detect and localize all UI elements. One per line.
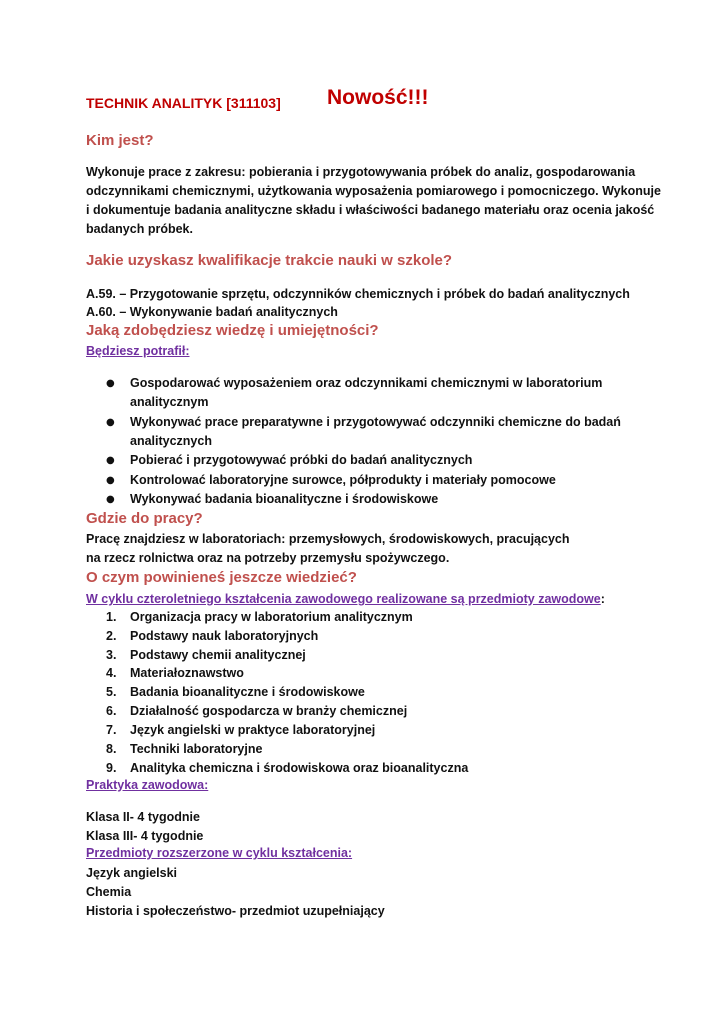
paragraph-line: Pracę znajdziesz w laboratoriach: przemysłowych, środowiskowych, pracujących bbox=[86, 532, 570, 546]
practice-item: Klasa III- 4 tygodnie bbox=[86, 829, 204, 843]
subject-name: Techniki laboratoryjne bbox=[130, 742, 263, 756]
bullet-icon: ● bbox=[106, 475, 115, 486]
subheading-bedziesz-potrafil: Będziesz potrafił: bbox=[86, 344, 190, 358]
subject-name: Analityka chemiczna i środowiskowa oraz bioanalityczna bbox=[130, 761, 469, 775]
subject-name: Podstawy chemii analitycznej bbox=[130, 648, 306, 662]
subject-number: 3. bbox=[106, 648, 117, 662]
document-title: TECHNIK ANALITYK [311103] bbox=[86, 95, 281, 111]
paragraph-line: na rzecz rolnictwa oraz na potrzeby przemysłu spożywczego. bbox=[86, 551, 450, 565]
paragraph-line: odczynnikami chemicznymi, użytkowania wyposażenia pomiarowego i pomocniczego. Wykonuje bbox=[86, 184, 661, 198]
bullet-icon: ● bbox=[106, 494, 115, 505]
section-heading-praca: Gdzie do pracy? bbox=[86, 510, 203, 527]
subject-number: 6. bbox=[106, 704, 117, 718]
bullet-icon: ● bbox=[106, 378, 115, 389]
subheading-przedmioty-zawodowe bbox=[86, 590, 605, 609]
qualification-item: A.59. – Przygotowanie sprzętu, odczynników chemicznych i próbek do badań analitycznych bbox=[86, 287, 630, 301]
subject-number: 2. bbox=[106, 629, 117, 643]
subheading-praktyka: Praktyka zawodowa: bbox=[86, 778, 209, 792]
extended-subject: Język angielski bbox=[86, 866, 178, 880]
skill-item-continuation: analitycznym bbox=[130, 395, 209, 409]
section-heading-wiedziec: O czym powinieneś jeszcze wiedzieć? bbox=[86, 569, 357, 586]
subject-number: 4. bbox=[106, 666, 117, 680]
subject-number: 8. bbox=[106, 742, 117, 756]
skill-item: Wykonywać prace preparatywne i przygotowywać odczynniki chemiczne do badań bbox=[130, 415, 621, 429]
subject-name: Organizacja pracy w laboratorium analitycznym bbox=[130, 610, 413, 624]
new-badge: Nowość!!! bbox=[327, 86, 429, 109]
section-heading-kwalifikacje: Jakie uzyskasz kwalifikacje trakcie nauki w szkole? bbox=[86, 252, 453, 269]
qualification-item: A.60. – Wykonywanie badań analitycznych bbox=[86, 305, 338, 319]
extended-subject: Chemia bbox=[86, 885, 132, 899]
section-heading-wiedza: Jaką zdobędziesz wiedzę i umiejętności? bbox=[86, 322, 379, 339]
subject-name: Materiałoznawstwo bbox=[130, 666, 244, 680]
bullet-icon: ● bbox=[106, 417, 115, 428]
bullet-icon: ● bbox=[106, 455, 115, 466]
subject-name: Język angielski w praktyce laboratoryjnej bbox=[130, 723, 376, 737]
skill-item: Gospodarować wyposażeniem oraz odczynnikami chemicznymi w laboratorium bbox=[130, 376, 603, 390]
subject-number: 7. bbox=[106, 723, 117, 737]
paragraph-line: i dokumentuje badania analityczne składu i właściwości badanego materiału oraz ocenia jakość bbox=[86, 203, 655, 217]
subject-name: Podstawy nauk laboratoryjnych bbox=[130, 629, 319, 643]
extended-subject: Historia i społeczeństwo- przedmiot uzupełniający bbox=[86, 904, 385, 918]
subject-name: Badania bioanalityczne i środowiskowe bbox=[130, 685, 365, 699]
subject-number: 1. bbox=[106, 610, 117, 624]
paragraph-line: badanych próbek. bbox=[86, 222, 193, 236]
section-heading-kim-jest: Kim jest? bbox=[86, 132, 154, 149]
skill-item: Pobierać i przygotowywać próbki do badań analitycznych bbox=[130, 453, 473, 467]
practice-item: Klasa II- 4 tygodnie bbox=[86, 810, 200, 824]
skill-item-continuation: analitycznych bbox=[130, 434, 212, 448]
subject-name: Działalność gospodarcza w branży chemicznej bbox=[130, 704, 408, 718]
skill-item: Kontrolować laboratoryjne surowce, półprodukty i materiały pomocowe bbox=[130, 473, 556, 487]
subheading-rozszerzone: Przedmioty rozszerzone w cyklu kształcenia: bbox=[86, 846, 353, 860]
subheading-colon: : bbox=[600, 592, 605, 606]
subheading-text: W cyklu czteroletniego kształcenia zawodowego realizowane są przedmioty zawodowe bbox=[86, 592, 601, 606]
skill-item: Wykonywać badania bioanalityczne i środowiskowe bbox=[130, 492, 439, 506]
subject-number: 5. bbox=[106, 685, 117, 699]
subject-number: 9. bbox=[106, 761, 117, 775]
paragraph-line: Wykonuje prace z zakresu: pobierania i przygotowywania próbek do analiz, gospodarowania bbox=[86, 165, 636, 179]
